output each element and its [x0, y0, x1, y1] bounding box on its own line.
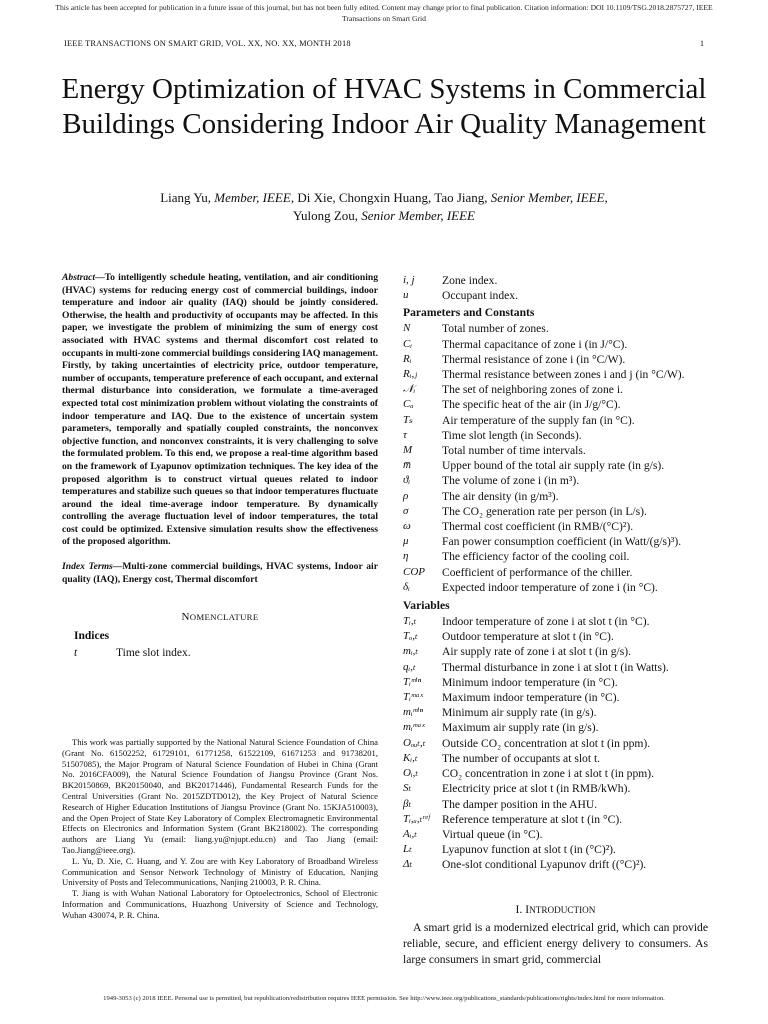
nomenclature-symbol: qᵢ,ₜ	[403, 660, 416, 673]
nomenclature-row	[403, 549, 708, 564]
nomenclature-symbol: mᵢᵐᵃˣ	[403, 721, 425, 734]
nomenclature-description: One-slot conditional Lyapunov drift ((°C)²).	[442, 858, 647, 872]
nomenclature-symbol: σ	[403, 504, 409, 517]
footnote-funding: This work was partially supported by the National Natural Science Foundation of China (Grant No. 61502252, 61729101, 61771258, 61522109, 61671253 and 91738201, 51507085), the Major Program of Natural Science Foundation of Hubei in China (Grant No. 2016CFA009), the Natural Science Foundation of Jiangsu Province (Grant Nos. BK20150869, BK20150040, and BK20171446), Fundamental Research Funds for the Central Universities (Grant No. 2015ZDTD012), the Key Project of Natural Science Research of Higher Education Institutions of Jiangsu Province (Grant No. 15KJA510003), and the Open Project of State Key Laboratory of Complex Electromagnetic Environmental Effects on Electronics and Information System (Grant BK218002). The corresponding authors are Liang Yu (email: liang.yu@njupt.edu.cn) and Tao Jiang (email: Tao.Jiang@ieee.org).	[62, 737, 378, 855]
nomenclature-symbol: Lₜ	[403, 843, 412, 856]
nomenclature-symbol: η	[403, 550, 409, 563]
nomenclature-description: The volume of zone i (in m³).	[442, 474, 580, 488]
nomenclature-description: Thermal disturbance in zone i at slot t (in Watts).	[442, 660, 669, 674]
nomenclature-description: The set of neighboring zones of zone i.	[442, 383, 623, 397]
nomenclature-description: The specific heat of the air (in J/g/°C).	[442, 398, 621, 412]
nomenclature-description: The CO₂ generation rate per person (in L/s).	[442, 504, 647, 518]
index-terms-label: Index Terms	[62, 561, 113, 573]
nomenclature-description: Occupant index.	[442, 289, 518, 303]
nomenclature-description: Time slot length (in Seconds).	[442, 428, 582, 442]
nomenclature-row	[403, 580, 708, 595]
abstract-label: Abstract	[62, 272, 96, 283]
author-role: Senior Member, IEEE	[361, 208, 475, 223]
nomenclature-symbol: Δₜ	[403, 858, 413, 871]
nomenclature-row	[403, 273, 708, 288]
nomenclature-description: Outdoor temperature at slot t (in °C).	[442, 630, 614, 644]
nomenclature-description: Fan power consumption coefficient (in Watt/(g/s)³).	[442, 535, 682, 549]
nomenclature-description: Electricity price at slot t (in RMB/kWh).	[442, 782, 631, 796]
nomenclature-row	[403, 428, 708, 443]
nomenclature-row	[403, 660, 708, 675]
nomenclature-description: Coefficient of performance of the chiller.	[442, 565, 633, 579]
nomenclature-row	[403, 705, 708, 720]
nomenclature-description: Thermal capacitance of zone i (in J/°C).	[442, 337, 628, 351]
index-terms	[62, 561, 378, 586]
nomenclature-symbol: M	[403, 444, 413, 457]
nomenclature-description: Expected indoor temperature of zone i (in °C).	[442, 580, 658, 594]
nomenclature-description: Outside CO₂ concentration at slot t (in ppm).	[442, 736, 651, 750]
nomenclature-row	[403, 565, 708, 580]
publication-notice	[20, 3, 748, 24]
nomenclature-symbol: Oᵢ,ₜ	[403, 767, 419, 780]
abstract-text: —To intelligently schedule heating, ventilation, and air conditioning (HVAC) systems for reducing energy cost of commercial buildings, indoor temperature and indoor air quality (IAQ) should be jointly considered. Otherwise, the health and productivity of occupants may be affected. In this paper, we investigate the problem of minimizing the sum of energy cost associated with HVAC systems and thermal discomfort cost related to occupants in multi-zone commercial buildings considering IAQ management. Firstly, by taking uncertainties of electricity price, outdoor temperature, number of occupants, temperature preference of each occupant, and external thermal disturbance into consideration, we formulate a time-averaged expected total cost minimization problem without violating the constraints of indoor temperature and IAQ. Due to the existence of uncertain system parameters, temporally and spatially coupled constraints, the nonconvex objective function, and nonconvex constraints, it is very challenging to solve the formulated problem. To this end, we propose a real-time algorithm based on the framework of Lyapunov optimization techniques. The key idea of the proposed algorithm is to construct virtual queues related to indoor temperatures and stabilize such queues so that indoor temperatures fluctuate around the ideal time-average indoor temperature. By dynamically controlling the average fluctuation level of indoor temperatures, the total cost could be optimized. Extensive simulation results show the effectiveness of the proposed algorithm.	[62, 272, 378, 548]
introduction-heading: I. INTRODUCTION	[515, 903, 596, 916]
abstract	[62, 272, 378, 549]
nomenclature-row	[403, 473, 708, 488]
nomenclature-row	[403, 504, 708, 519]
nomenclature-symbol: Rᵢ	[403, 352, 412, 365]
author-line-2	[80, 207, 688, 225]
nomenclature-symbol: mᵢ,ₜ	[403, 645, 419, 658]
introduction-text: A smart grid is a modernized electrical grid, which can provide reliable, secure, and efficient energy delivery to consumers. As large consumers in smart grid, commercial	[403, 921, 708, 966]
nomenclature-description: Time slot index.	[116, 647, 191, 660]
nomenclature-description: Thermal resistance between zones i and j (in °C/W).	[442, 368, 685, 382]
nomenclature-row	[403, 519, 708, 534]
nomenclature-symbol: COP	[403, 565, 425, 578]
nomenclature-description: Thermal cost coefficient (in RMB/(°C)²).	[442, 520, 634, 534]
nomenclature-symbol: μ	[403, 535, 409, 548]
nomenclature-row	[403, 352, 708, 367]
index-terms-text: —Multi-zone commercial buildings, HVAC systems, Indoor air quality (IAQ), Energy cost, Thermal discomfort	[62, 561, 378, 585]
nomenclature-row	[403, 489, 708, 504]
nomenclature-symbol: Tᵢᵐⁱⁿ	[403, 675, 422, 688]
nomenclature-row	[403, 736, 708, 751]
author-text: Liang Yu,	[160, 190, 215, 205]
page-number: 1	[699, 39, 704, 48]
nomenclature-row	[403, 397, 708, 412]
nomenclature-row	[403, 797, 708, 812]
parameters-heading: Parameters and Constants	[403, 306, 535, 320]
author-role: Member, IEEE	[214, 190, 291, 205]
nomenclature-description: Thermal resistance of zone i (in °C/W).	[442, 352, 626, 366]
nomenclature-description: Total number of time intervals.	[442, 444, 586, 458]
nomenclature-symbol: ω	[403, 520, 411, 533]
nomenclature-description: Reference temperature at slot t (in °C).	[442, 812, 623, 826]
author-line-1	[80, 189, 688, 207]
nomenclature-row	[403, 827, 708, 842]
right-column	[403, 273, 708, 873]
nomenclature-symbol: Tᵢᵐᵃˣ	[403, 691, 423, 704]
author-text: ,	[604, 190, 608, 205]
nomenclature-description: The damper position in the AHU.	[442, 797, 598, 811]
parameters-list	[403, 321, 708, 595]
indices-list	[403, 273, 708, 303]
nomenclature-symbol: Tₒ,ₜ	[403, 630, 418, 643]
left-column	[62, 272, 378, 659]
nomenclature-symbol: u	[403, 289, 409, 302]
author-text: , Di Xie, Chongxin Huang, Tao Jiang,	[290, 190, 491, 205]
nomenclature-row	[403, 337, 708, 352]
nomenclature-symbol: Cₐ	[403, 398, 414, 411]
nomenclature-symbol: τ	[403, 428, 407, 441]
nomenclature-description: Indoor temperature of zone i at slot t (in °C).	[442, 615, 650, 629]
nomenclature-row	[403, 857, 708, 872]
nomenclature-row	[403, 720, 708, 735]
nomenclature-symbol: Aᵢ,ₜ	[403, 827, 417, 840]
nomenclature-symbol: N	[403, 322, 411, 335]
nomenclature-heading: NOMENCLATURE	[181, 611, 259, 624]
nomenclature-row	[403, 534, 708, 549]
nomenclature-description: Air supply rate of zone i at slot t (in g/s).	[442, 645, 632, 659]
nomenclature-description: The air density (in g/m³).	[442, 489, 559, 503]
nomenclature-row	[74, 647, 378, 659]
nomenclature-symbol: Tᵢ,ₜ	[403, 615, 417, 628]
nomenclature-row	[403, 629, 708, 644]
nomenclature-description: CO₂ concentration in zone i at slot t (in ppm).	[442, 767, 655, 781]
nomenclature-symbol: t	[74, 647, 78, 660]
nomenclature-row	[403, 690, 708, 705]
author-text: Yulong Zou,	[293, 208, 362, 223]
nomenclature-description: Virtual queue (in °C).	[442, 827, 543, 841]
nomenclature-symbol: Rᵢ,ⱼ	[403, 368, 418, 381]
footnote	[62, 737, 378, 921]
nomenclature-symbol: δᵢ	[403, 580, 410, 593]
nomenclature-symbol: βₜ	[403, 797, 412, 810]
nomenclature-row	[403, 458, 708, 473]
nomenclature-symbol: Tₛ	[403, 413, 413, 426]
nomenclature-row	[403, 812, 708, 827]
nomenclature-description: Maximum air supply rate (in g/s).	[442, 721, 599, 735]
nomenclature-symbol: Tᵢ,ᵤ,ₜʳᵉᶠ	[403, 812, 430, 825]
nomenclature-row	[403, 443, 708, 458]
footnote-affiliation-2: T. Jiang is with Wuhan National Laboratory for Optoelectronics, School of Electronic Information and Communications, Huazhong University of Science and Technology, Wuhan 430074, P. R. China.	[62, 888, 378, 920]
nomenclature-description: Lyapunov function at slot t (in (°C)²).	[442, 843, 616, 857]
nomenclature-description: Zone index.	[442, 274, 498, 287]
nomenclature-row	[403, 842, 708, 857]
nomenclature-description: Upper bound of the total air supply rate (in g/s).	[442, 459, 665, 473]
nomenclature-row	[403, 321, 708, 336]
nomenclature-description: The number of occupants at slot t.	[442, 751, 601, 765]
variables-heading: Variables	[403, 599, 450, 613]
nomenclature-symbol: Cᵢ	[403, 337, 413, 350]
nomenclature-row	[403, 675, 708, 690]
nomenclature-symbol: Sₜ	[403, 782, 412, 795]
nomenclature-symbol: ρ	[403, 489, 409, 502]
author-role: Senior Member, IEEE	[490, 190, 605, 205]
nomenclature-description: Maximum indoor temperature (in °C).	[442, 691, 620, 705]
nomenclature-symbol: Oₒᵤₜ,ₜ	[403, 736, 426, 749]
author-list	[80, 189, 688, 225]
nomenclature-symbol: Kᵢ,ₜ	[403, 751, 418, 764]
nomenclature-symbol: mᵢᵐⁱⁿ	[403, 706, 423, 719]
nomenclature-description: Minimum air supply rate (in g/s).	[442, 706, 597, 720]
nomenclature-description: Minimum indoor temperature (in °C).	[442, 675, 618, 689]
nomenclature-description: Total number of zones.	[442, 322, 549, 336]
indices-heading: Indices	[74, 630, 110, 643]
paper-title: Energy Optimization of HVAC Systems in Commercial Buildings Considering Indoor Air Quality Management	[61, 73, 707, 140]
nomenclature-row	[403, 781, 708, 796]
variables-list	[403, 614, 708, 872]
nomenclature-symbol: m̅	[403, 459, 411, 472]
publication-notice-line1: This article has been accepted for publication in a future issue of this journal, but has not been fully edited. Content may change prior to final publication. Citation information: DOI 10.1109/TSG.2018.2875727, IEEE	[55, 3, 713, 12]
nomenclature-row	[403, 413, 708, 428]
footnote-affiliation-1: L. Yu, D. Xie, C. Huang, and Y. Zou are with Key Laboratory of Broadband Wireless Communication and Sensor Network Technology of Ministry of Education, Nanjing University of Posts and Telecommunications, Nanjing 210003, P. R. China.	[62, 855, 378, 888]
nomenclature-row	[403, 751, 708, 766]
nomenclature-description: The efficiency factor of the cooling coil.	[442, 550, 630, 564]
nomenclature-row	[403, 382, 708, 397]
running-head: IEEE TRANSACTIONS ON SMART GRID, VOL. XX, NO. XX, MONTH 2018	[64, 39, 351, 48]
nomenclature-description: Air temperature of the supply fan (in °C).	[442, 413, 635, 427]
nomenclature-row	[403, 367, 708, 382]
nomenclature-symbol: ϑᵢ	[403, 474, 411, 487]
copyright-line: 1949-3053 (c) 2018 IEEE. Personal use is permitted, but republication/redistribution requires IEEE permission. See http://www.ieee.org/publications_standards/publications/rights/index.html for more information.	[103, 995, 665, 1002]
nomenclature-row	[403, 614, 708, 629]
nomenclature-symbol: 𝒩ᵢ	[403, 383, 416, 396]
nomenclature-symbol: i, j	[403, 274, 415, 286]
nomenclature-row	[403, 288, 708, 303]
nomenclature-row	[403, 644, 708, 659]
publication-notice-line2: Transactions on Smart Grid	[342, 13, 426, 23]
nomenclature-row	[403, 766, 708, 781]
